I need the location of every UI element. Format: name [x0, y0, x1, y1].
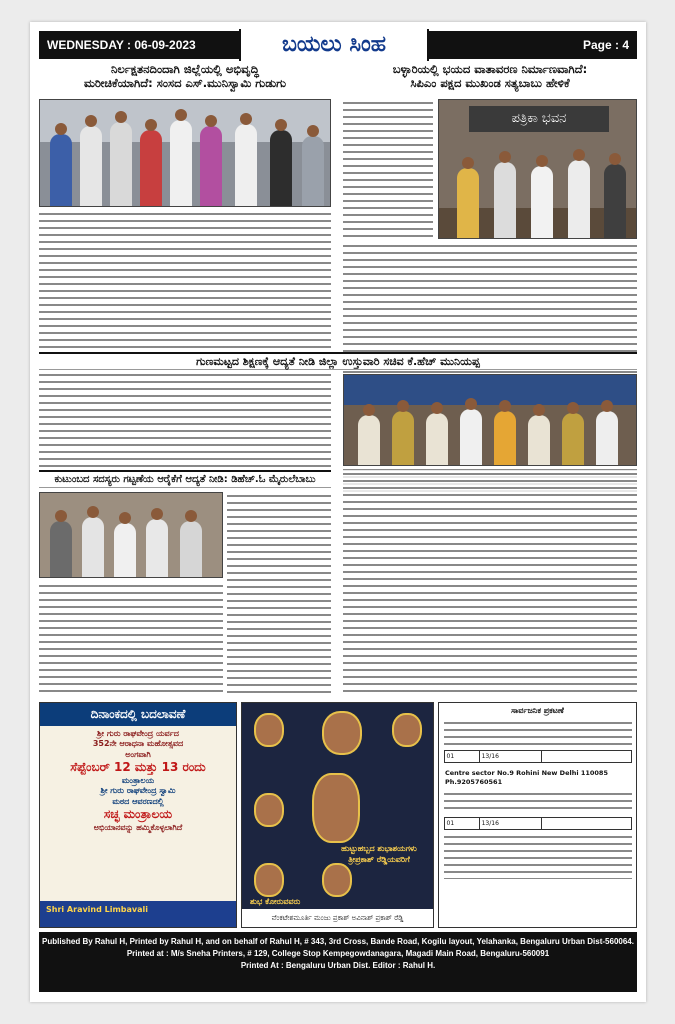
public-notice: [438, 702, 637, 928]
right-story-text-top: [343, 99, 433, 239]
ad1-line8: ಅಭಿಯಾನವನ್ನು ಹಮ್ಮಿಕೊಳ್ಳಲಾಗಿದೆ: [93, 822, 183, 832]
notice-heading: ಸಾರ್ವಜನಿಕ ಪ್ರಕಟಣೆ: [511, 706, 564, 715]
ad1-line5: ಶ್ರೀ ಗುರು ರಾಘವೇಂದ್ರ ಸ್ವಾಮಿ: [100, 786, 176, 796]
imprint-line3: Printed At : Bengaluru Urban Dist. Editor : Rahul H.: [240, 961, 436, 970]
portrait-6: [254, 863, 284, 897]
mantralaya-advertisement: [39, 702, 237, 928]
ad2-caption: ವೆಂಕಟೇಶಮೂರ್ತಿ ಮಂಜು ಪ್ರಕಾಶ್ ಅವಿನಾಶ್ ಪ್ರಕಾಶ್ ರೆಡ್ಡಿ: [242, 909, 433, 927]
inauguration-photo: [39, 99, 331, 207]
ad1-line6: ಮಠದ ಆವರಣದಲ್ಲಿ: [112, 796, 164, 806]
page-number: Page : 4: [582, 38, 629, 52]
ad1-line3: ಅಂಗವಾಗಿ: [125, 749, 151, 759]
wishers-label: ಶುಭ ಕೋರುವವರು: [250, 897, 301, 906]
notice-address: Centre sector No.9 Rohini New Delhi 110085 Ph.9205760561: [445, 769, 608, 786]
bottom-left-headline: ಕುಟುಂಬದ ಸದಸ್ಯರು ಗಟ್ಟಣೆಯ ಆರೈಕೆಗೆ ಆದ್ಯತೆ ನೀಡಿ: ಡಿಹೆಚ್.ಓ ಮೈರುಲೆಬಾಬು: [39, 470, 331, 488]
notice-table-1: [444, 750, 632, 763]
notice-table-2: [444, 817, 632, 830]
right-headline-line1: ಬಳ್ಳಾರಿಯಲ್ಲಿ ಭಯದ ವಾತಾವರಣ ನಿರ್ಮಾಣವಾಗಿದೆ:: [392, 62, 588, 76]
newspaper-title: ಬಯಲು ಸಿಂಹ: [239, 29, 429, 61]
portrait-1: [254, 713, 284, 747]
portrait-2: [322, 711, 362, 755]
ad1-title: ದಿನಾಂಕದಲ್ಲಿ ಬದಲಾವಣೆ: [40, 703, 236, 726]
notice-table2-cell-b: 13/16: [479, 817, 541, 829]
right-headline: [343, 63, 637, 91]
right-headline-line2: ಸಿಪಿಎಂ ಪಕ್ಷದ ಮುಖಂಡ ಸತ್ಯಬಾಬು ಹೇಳಿಕೆ: [410, 75, 570, 90]
birthday-wish: ಹುಟ್ಟುಹಬ್ಬದ ಶುಭಾಶಯಗಳು ತ್ರೀಪ್ರಕಾಶ್ ರೆಡ್ಡಿಯವರಿಗೆ: [341, 844, 417, 865]
ad1-line4: ಮಂತ್ರಾಲಯ: [121, 775, 155, 785]
left-headline: [39, 63, 331, 91]
portrait-5: [312, 773, 360, 843]
newspaper-page: [30, 22, 646, 1002]
notice-table1-cell-a: 01: [444, 751, 479, 763]
left-headline-line1: ನಿರ್ಲಕ್ಷತನದಿಂದಾಗಿ ಜಿಲ್ಲೆಯಲ್ಲಿ ಅಭಿವೃದ್ಧಿ: [111, 62, 259, 76]
notice-text-top: [444, 719, 632, 747]
middle-headline: ಗುಣಮಟ್ಟದ ಶಿಕ್ಷಣಕ್ಕೆ ಆದ್ಯತೆ ನೀಡಿ ಜಿಲ್ಲಾ ಉಸ್ತುವಾರಿ ಸಚಿವ ಕೆ.ಹೆಚ್ ಮುನಿಯಪ್ಪ: [39, 352, 637, 370]
portrait-3: [392, 713, 422, 747]
masthead: [39, 31, 637, 59]
bottom-left-text-col2: [227, 492, 331, 696]
press-club-sign: ಪತ್ರಿಕಾ ಭವನ: [469, 106, 609, 132]
portrait-4: [254, 793, 284, 827]
health-event-photo: [39, 492, 223, 578]
notice-text-mid: [444, 790, 632, 814]
issue-date: WEDNESDAY : 06-09-2023: [47, 38, 196, 52]
ad1-footer: Shri Aravind Limbavali: [40, 901, 236, 927]
press-meet-photo: [438, 99, 637, 239]
education-event-photo: [343, 374, 637, 466]
notice-table1-cell-b: 13/16: [479, 751, 541, 763]
left-story-text: [39, 210, 331, 492]
imprint-line2: Printed at : M/s Sneha Printers, # 129, College Stop Kempegowdanagara, Magadi Main Road, Bengaluru-560091: [126, 949, 550, 958]
ad1-line2: 352ನೇ ಆರಾಧನಾ ಮಹೋತ್ಸವದ: [92, 739, 184, 749]
imprint-line1: Published By Rahul H, Printed by Rahul H, and on behalf of Rahul H, # 343, 3rd Cross, Bande Road, Kogilu layout, Yelahanka, Bengaluru Urban Dist-560064.: [42, 937, 634, 946]
left-headline-line2: ಮರೀಚಿಕೆಯಾಗಿದೆ: ಸಂಸದ ಎಸ್.ಮುನಿಸ್ವಾಮಿ ಗುಡುಗು: [83, 75, 287, 90]
bottom-right-text: [343, 470, 637, 696]
bottom-left-text: [39, 582, 223, 696]
ad1-line1: ಶ್ರೀ ಗುರು ರಾಘವೇಂದ್ರ ಯರ್ವದ: [97, 729, 179, 738]
ad1-line7: ಸಚ್ಛ ಮಂತ್ರಾಲಯ: [103, 806, 173, 821]
portrait-7: [322, 863, 352, 897]
notice-table2-cell-a: 01: [444, 817, 479, 829]
birthday-advertisement: [241, 702, 434, 928]
ad1-date: ಸೆಪ್ಟೆಂಬರ್ 12 ಮತ್ತು 13 ರಂದು: [70, 760, 206, 775]
imprint-footer: [39, 932, 637, 992]
notice-text-bottom: [444, 833, 632, 879]
